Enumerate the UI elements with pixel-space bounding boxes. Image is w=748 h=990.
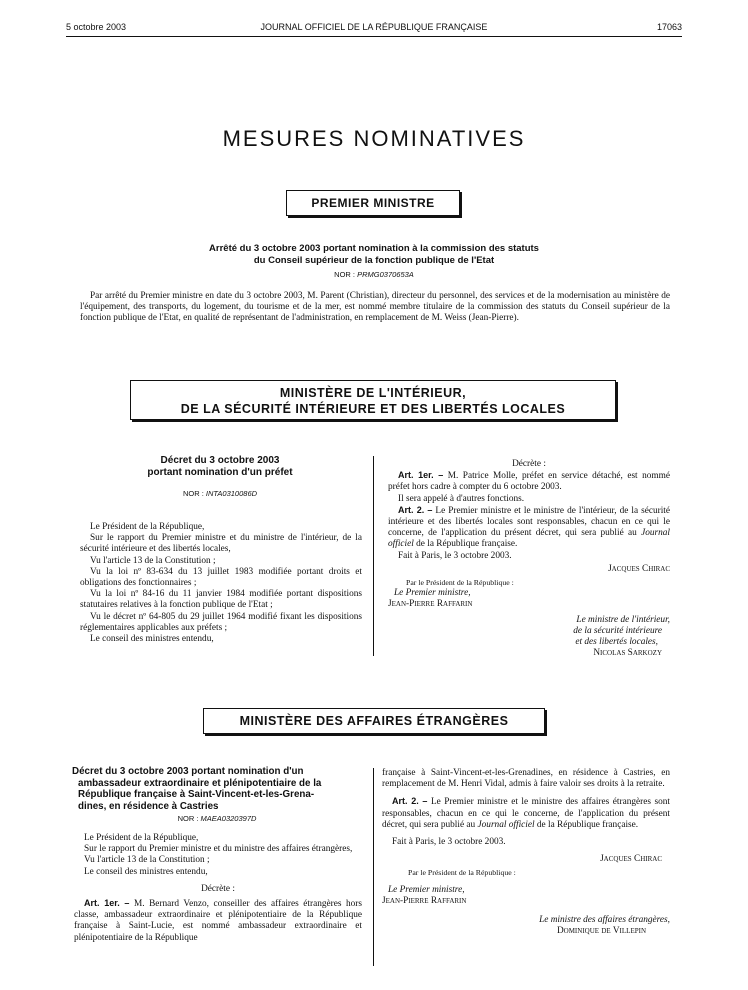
visa-paragraph: Le conseil des ministres entendu, <box>84 866 208 877</box>
pm-name: Jean-Pierre Raffarin <box>388 599 473 610</box>
article-label: Art. 1er. – <box>84 898 130 909</box>
minister-title: et des libertés locales, <box>575 637 658 648</box>
visa-paragraph: Vu la loi nº 84-16 du 11 janvier 1984 modifiée portant dispositions statutaires relatives à la fonction publique de l'Etat ; <box>80 589 362 611</box>
article-text: M. Patrice Molle, préfet en service détaché, est nommé préfet hors cadre à compter du 6 octobre 2003. <box>388 471 670 493</box>
minister-name: Nicolas Sarkozy <box>593 648 662 659</box>
header-rule <box>66 36 682 37</box>
header-page-number: 17063 <box>656 22 682 32</box>
section-box-premier-ministre <box>286 190 460 216</box>
decret-title-line1: Décret du 3 octobre 2003 <box>160 455 280 466</box>
pm-title: Le Premier ministre, <box>394 588 471 599</box>
nor-label: NOR : <box>177 814 199 823</box>
arrete-body <box>80 291 670 325</box>
decret-title-line: République française à Saint-Vincent-et-les-Grena- <box>78 789 315 800</box>
visa-paragraph: Vu la loi nº 83-634 du 13 juillet 1983 modifiée portant droits et obligations des fonctionnaires ; <box>80 566 362 589</box>
visa-paragraph: Le conseil des ministres entendu, <box>90 634 214 645</box>
section-box-line1: MINISTÈRE DE L'INTÉRIEUR, <box>279 386 467 400</box>
decret-prefet-articles <box>388 459 670 659</box>
minister-title: de la sécurité intérieure <box>573 625 662 636</box>
decret-ambassadeur-nor <box>72 814 362 823</box>
arrete-paragraph: Par arrêté du Premier ministre en date du 3 octobre 2003, M. Parent (Christian), directeur du personnel, des services et de la modernisation au ministère de l'équipement, des transports, du logement, du tourisme et de la mer, est nommé membre titulaire de la commission des statuts du Conseil supérieur de la fonction publique de l'Etat, en qualité de représentant de l'administration, en remplacement de M. Weiss (Jean-Pierre). <box>80 291 670 324</box>
section-box-label: MINISTÈRE DES AFFAIRES ÉTRANGÈRES <box>239 714 509 728</box>
minister-title: Le ministre de l'intérieur, <box>576 614 670 625</box>
header-date: 5 octobre 2003 <box>66 22 127 32</box>
section-box-ministere-interieur <box>130 380 616 420</box>
article-text: Le Premier ministre et le ministre de l'intérieur, de la sécurité intérieure et des libertés locales sont responsables, chacun en ce qui le concerne, de l'application du présent décret, qui sera publié au <box>388 505 670 539</box>
decrete-label: Décrète : <box>512 459 546 469</box>
visa-paragraph: Vu l'article 13 de la Constitution ; <box>90 555 216 566</box>
visa-paragraph: Le Président de la République, <box>90 522 205 532</box>
decret-prefet-visas <box>80 522 362 645</box>
article-label: Art. 1er. – <box>398 470 444 481</box>
decret-ambassadeur-title <box>72 766 362 812</box>
decret-title-line: dines, en résidence à Castries <box>78 800 219 812</box>
article-text: de la République française. <box>416 539 518 550</box>
decrete-label: Décrète : <box>201 883 235 894</box>
article-label: Art. 2. – <box>398 504 433 515</box>
nor-code: PRMG0370653A <box>357 270 414 279</box>
signature-president: Jacques Chirac <box>608 563 670 574</box>
decret-title-line: ambassadeur extraordinaire et plénipotentiaire de la <box>78 777 322 789</box>
journal-officiel-ref: Journal officiel <box>477 819 535 830</box>
article-text: Il sera appelé à d'autres fonctions. <box>398 493 525 504</box>
nor-label: NOR : <box>334 270 356 279</box>
section-box-affaires-etrangeres <box>203 708 545 734</box>
minister-name: Dominique de Villepin <box>556 926 646 937</box>
main-title: MESURES NOMINATIVES <box>222 126 526 151</box>
arrete-nor <box>0 270 748 279</box>
nor-code: INTA0310086D <box>205 489 258 498</box>
article-text: française à Saint-Vincent-et-les-Grenadines, en résidence à Castries, en remplacement de M. Henri Vidal, admis à faire valoir ses droits à la retraite. <box>382 768 670 790</box>
nor-label: NOR : <box>182 489 204 498</box>
nor-code: MAEA0320397D <box>200 814 257 823</box>
decret-title-line: Décret du 3 octobre 2003 portant nomination d'un <box>72 766 304 777</box>
visa-paragraph: Vu le décret nº 64-805 du 29 juillet 1964 modifié fixant les dispositions réglementaires applicables aux préfets ; <box>80 611 362 633</box>
pm-name: Jean-Pierre Raffarin <box>382 895 467 906</box>
article-text: de la République française. <box>536 819 639 830</box>
decret-title-line2: portant nomination d'un préfet <box>147 467 293 478</box>
column-separator <box>373 456 374 656</box>
pm-title: Le Premier ministre, <box>388 884 465 895</box>
column-separator <box>373 768 374 966</box>
signature-president: Jacques Chirac <box>600 854 662 865</box>
decret-prefet-title <box>80 455 360 479</box>
journal-officiel-ref: Journal officiel <box>388 528 670 550</box>
article-text: Le Premier ministre et le ministre des affaires étrangères sont responsables, chacun en ce qui le concerne, de l'application du présent décret, qui sera publié au <box>382 797 671 830</box>
par-le-president: Par le Président de la République : <box>406 578 514 588</box>
visa-paragraph: Le Président de la République, <box>84 833 199 843</box>
minister-title: Le ministre des affaires étrangères, <box>539 915 670 926</box>
decret-ambassadeur-right <box>382 768 670 937</box>
visa-paragraph: Vu l'article 13 de la Constitution ; <box>84 855 210 866</box>
arrete-title-line1: Arrêté du 3 octobre 2003 portant nomination à la commission des statuts <box>209 243 539 254</box>
article-text: M. Bernard Venzo, conseiller des affaires étrangères hors classe, ambassadeur extraordinaire et plénipotentiaire de la République française à Saint-Lucie, est nommé ambassadeur extraordinaire et plénipotentiaire de la République <box>74 899 362 943</box>
visa-paragraph: Sur le rapport du Premier ministre et du ministre de l'intérieur, de la sécurité intérieure et des libertés locales, <box>80 533 362 555</box>
fait-a-paris: Fait à Paris, le 3 octobre 2003. <box>398 550 512 561</box>
decret-prefet-nor <box>80 489 360 498</box>
visa-paragraph: Sur le rapport du Premier ministre et du ministre des affaires étrangères, <box>84 844 353 855</box>
par-le-president: Par le Président de la République : <box>408 868 516 878</box>
section-box-label: PREMIER MINISTRE <box>311 196 435 210</box>
article-label: Art. 2. – <box>392 796 428 807</box>
arrete-title <box>0 243 748 267</box>
section-box-line2: DE LA SÉCURITÉ INTÉRIEURE ET DES LIBERTÉS LOCALES <box>180 402 566 416</box>
header-journal: JOURNAL OFFICIEL DE LA RÉPUBLIQUE FRANÇAISE <box>260 22 488 32</box>
fait-a-paris: Fait à Paris, le 3 octobre 2003. <box>392 837 506 848</box>
arrete-title-line2: du Conseil supérieur de la fonction publique de l'Etat <box>253 255 495 266</box>
decret-ambassadeur-left <box>74 833 362 944</box>
